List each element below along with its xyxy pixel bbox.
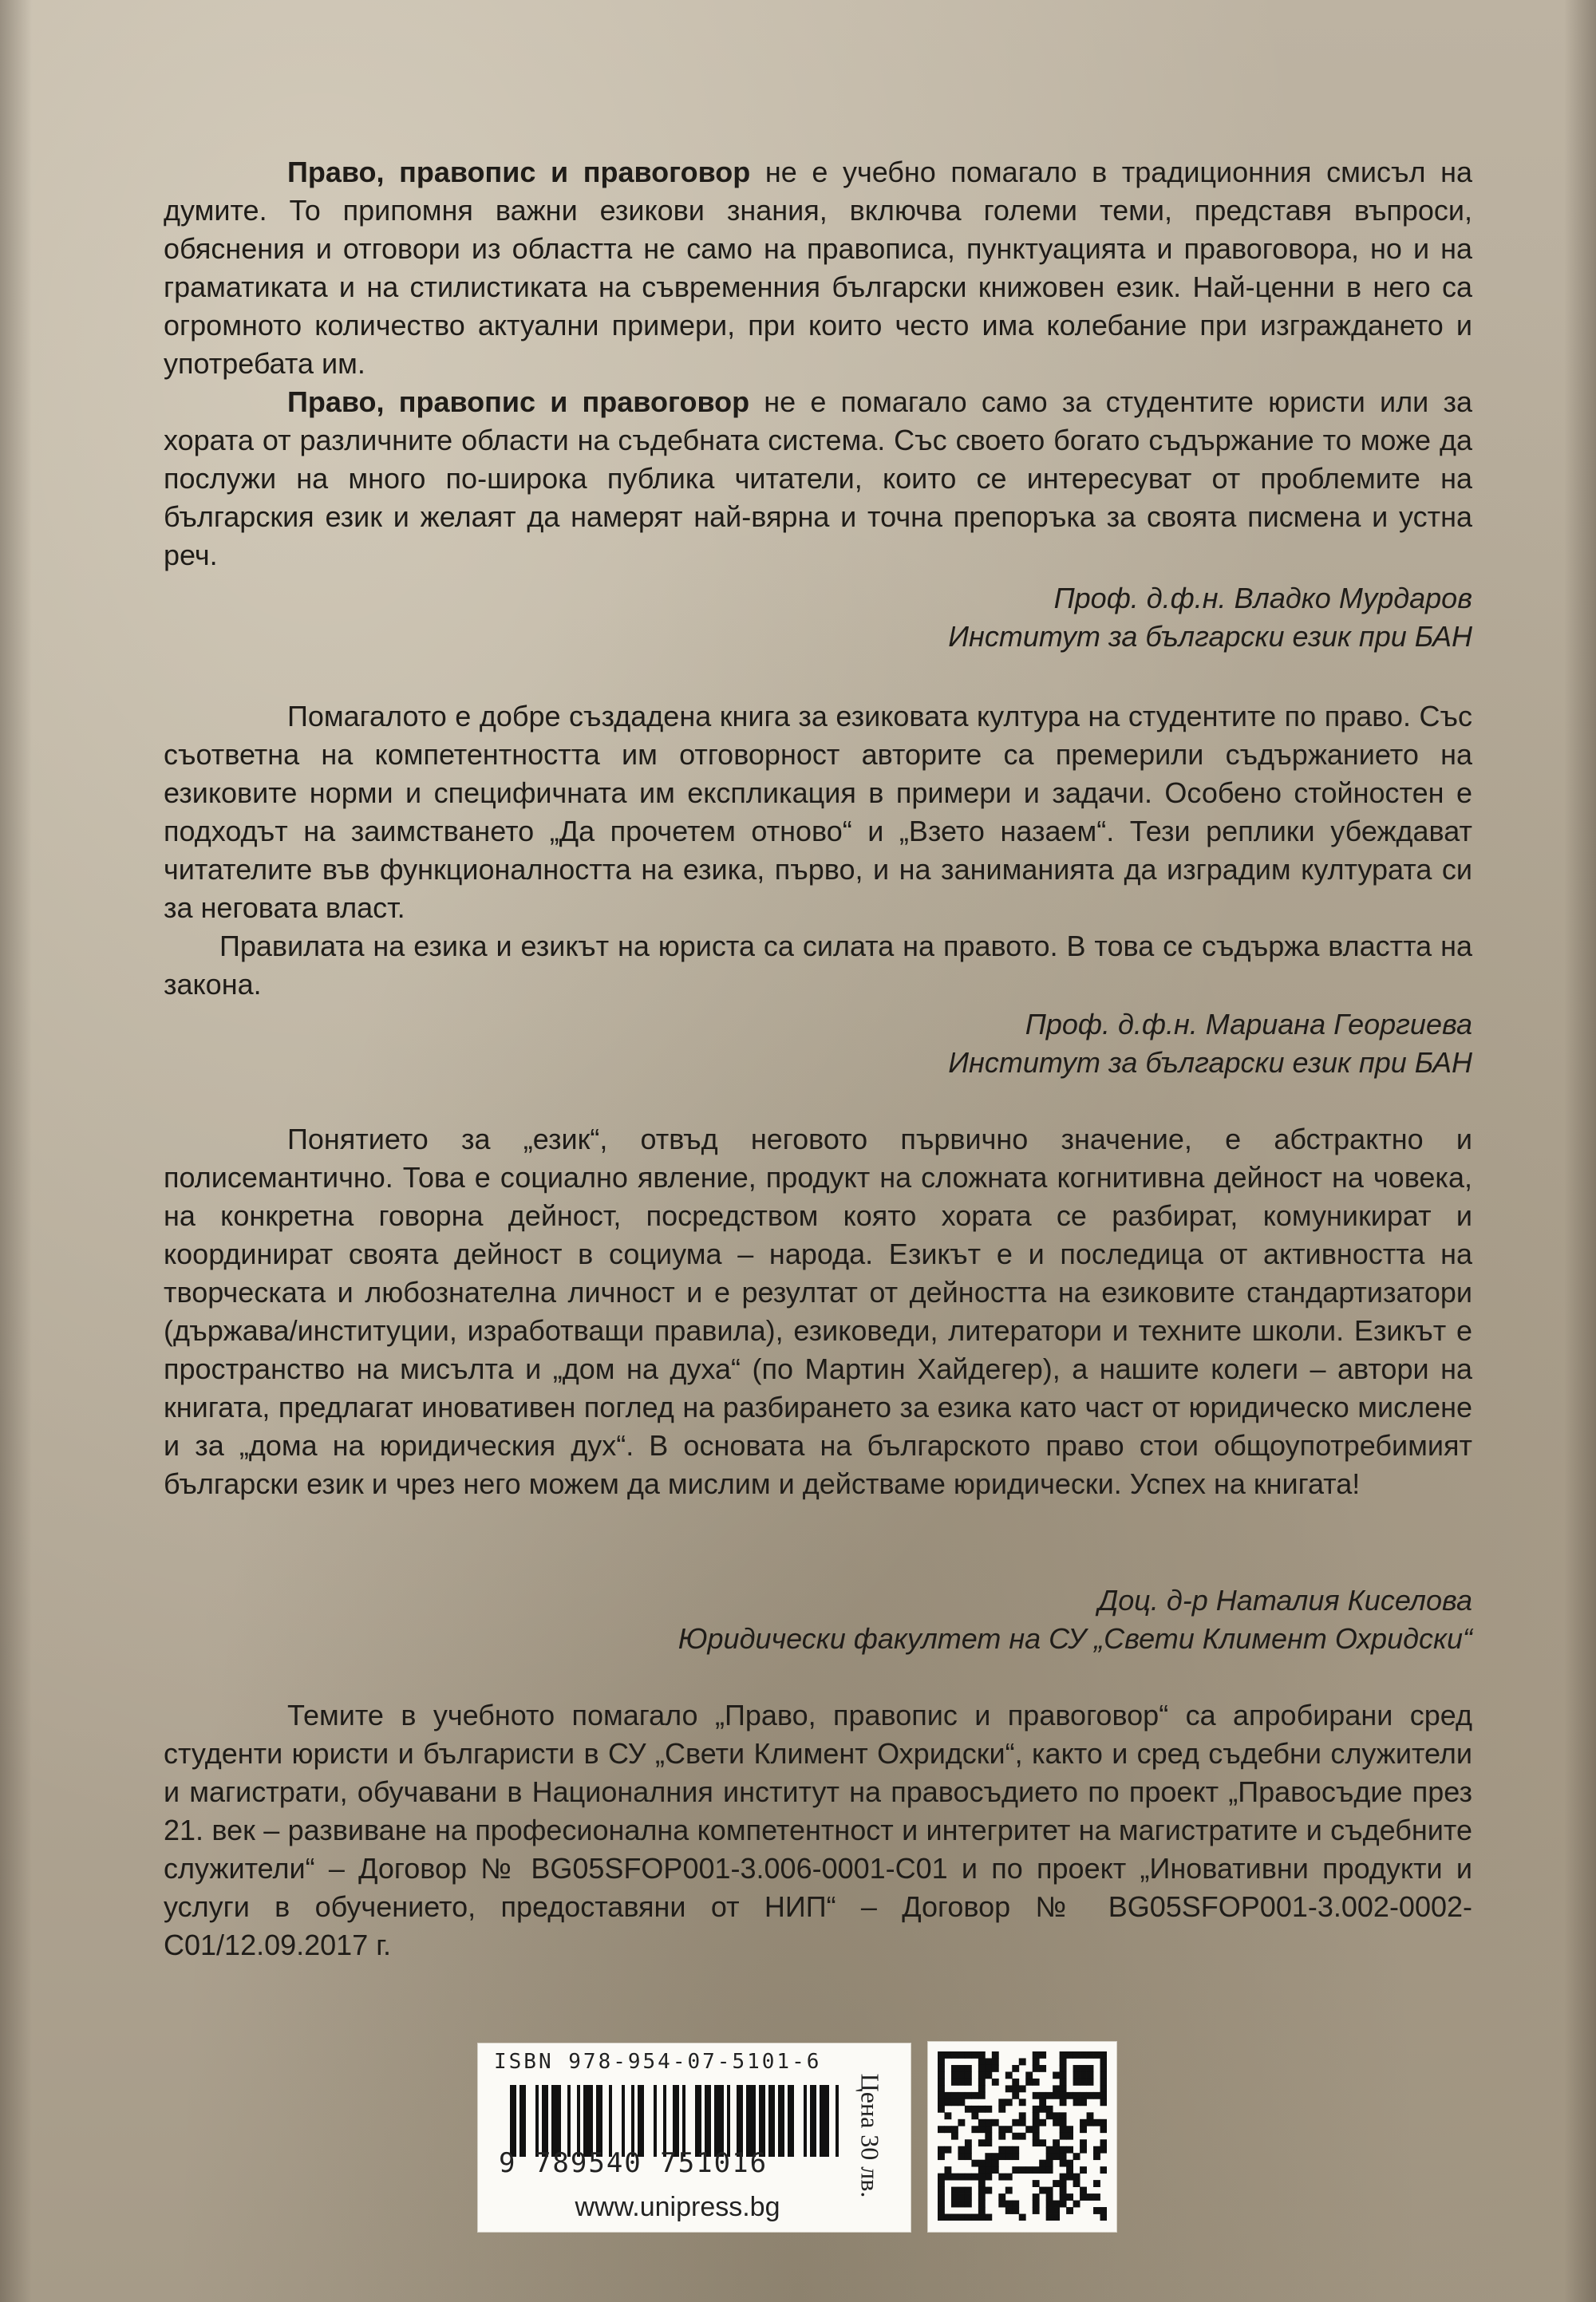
signature-murdarov [355, 579, 1472, 656]
blurb-georgieva-paragraph-2: Правилата на езика и езикът на юриста са силата на правото. В това се съдържа властта на закона. [164, 930, 1472, 1001]
barcode-image [510, 2085, 845, 2157]
blurb-georgieva [164, 697, 1472, 1004]
signature-name: Проф. д.ф.н. Владко Мурдаров [1053, 582, 1472, 614]
blurb-murdarov-paragraph-2 [164, 383, 1472, 575]
blurb-kiselova [164, 1120, 1472, 1503]
cover-edge-shadow-right [1564, 0, 1596, 2302]
blurb-kiselova-paragraph-1: Понятието за „език“, отвъд неговото първично значение, е абстрактно и полисемантично. Това е социално явление, продукт на сложната когнитивна дейност на човека, на конкретна говорна дейност, посредством която хората се разбират, комуникират и координират своята дейност в социума – народа. Езикът е и последица от активността на творческата и любознателна личност и е резултат от дейността на езиковите стандартизатори (държава/институции, изработващи правила), езиковеди, литератори и техните школи. Езикът е пространство на мисълта и „дом на духа“ (по Мартин Хайдегер), а нашите колеги – автори на книгата, предлагат иновативен поглед на разбирането за езика като част от юридическо мислене и за „дома на юридическия дух“. В основата на българското право стои общоупотребимият български език и чрез него можем да мислим и действаме юридически. Успех на книгата! [164, 1123, 1472, 1500]
paragraph-text: не е помагало само за студентите юристи или за хората от различните области на съдебната система. Със своето богато съдържание то може да послужи на много по-широка публика читатели, които се интересуват от проблемите на българския език и желаят да намерят най-вярна и точна препоръка за своята писмена и устна реч. [164, 385, 1472, 571]
qr-code-label [927, 2041, 1117, 2233]
isbn-number: ISBN 978-954-07-5101-6 [494, 2050, 822, 2074]
blurb-murdarov [164, 153, 1472, 575]
signature-affiliation: Юридически факултет на СУ „Свети Климент Охридски“ [678, 1622, 1472, 1655]
blurb-approbation-paragraph-1: Темите в учебното помагало „Право, правопис и правоговор“ са апробирани сред студенти юристи и българисти в СУ „Свети Климент Охридски“, както и сред съдебни служители и магистрати, обучавани в Националния институт на правосъдието по проект „Правосъдие през 21. век – развиване на професионална компетентност и интегритет на магистратите и съдебните служители“ – Договор № BG05SFOP001-3.006-0001-C01 и по проект „Иновативни продукти и услуги в обучението, предоставяни от НИП“ – Договор № BG05SFOP001-3.002-0002-C01/12.09.2017 г. [164, 1699, 1472, 1961]
signature-georgieva [355, 1005, 1472, 1082]
publisher-website: www.unipress.bg [575, 2192, 780, 2222]
book-title-bold: Право, правопис и правоговор [287, 156, 751, 188]
price-text: Цена 30 лв. [855, 2073, 885, 2198]
blurb-murdarov-paragraph-1 [164, 153, 1472, 383]
blurb-approbation [164, 1696, 1472, 1964]
isbn-barcode-label [477, 2043, 911, 2233]
signature-kiselova [355, 1581, 1472, 1658]
signature-name: Доц. д-р Наталия Киселова [1097, 1584, 1472, 1617]
signature-affiliation: Институт за български език при БАН [948, 1046, 1472, 1079]
book-title-bold: Право, правопис и правоговор [287, 385, 750, 418]
qr-code-image [938, 2051, 1107, 2221]
blurb-georgieva-paragraph-1: Помагалото е добре създадена книга за езиковата култура на студентите по право. Със съответна на компетентността им отговорност авторите са премерили съдържанието на езиковите норми и специфичната им експликация в примери и задачи. Особено стойностен е подходът на заимстването „Да прочетем отново“ и „Взето назаем“. Тези реплики убеждават читателите във функционалността на езика, първо, и на заниманията да изградим културата си за неговата власт. [164, 700, 1472, 924]
signature-affiliation: Институт за български език при БАН [948, 620, 1472, 653]
signature-name: Проф. д.ф.н. Мариана Георгиева [1025, 1008, 1472, 1040]
paragraph-text: не е учебно помагало в традиционния смисъл на думите. То припомня важни езикови знания, включва големи теми, представя въпроси, обяснения и отговори из областта не само на правописа, пунктуацията и правоговора, но и на граматиката и на стилистиката на съвременния български книжовен език. Най-ценни в него са огромното количество актуални примери, при които често има колебание при изграждането и употребата им. [164, 156, 1472, 380]
barcode-digits: 9 789540 751016 [499, 2147, 768, 2179]
cover-edge-shadow-left [0, 0, 32, 2302]
